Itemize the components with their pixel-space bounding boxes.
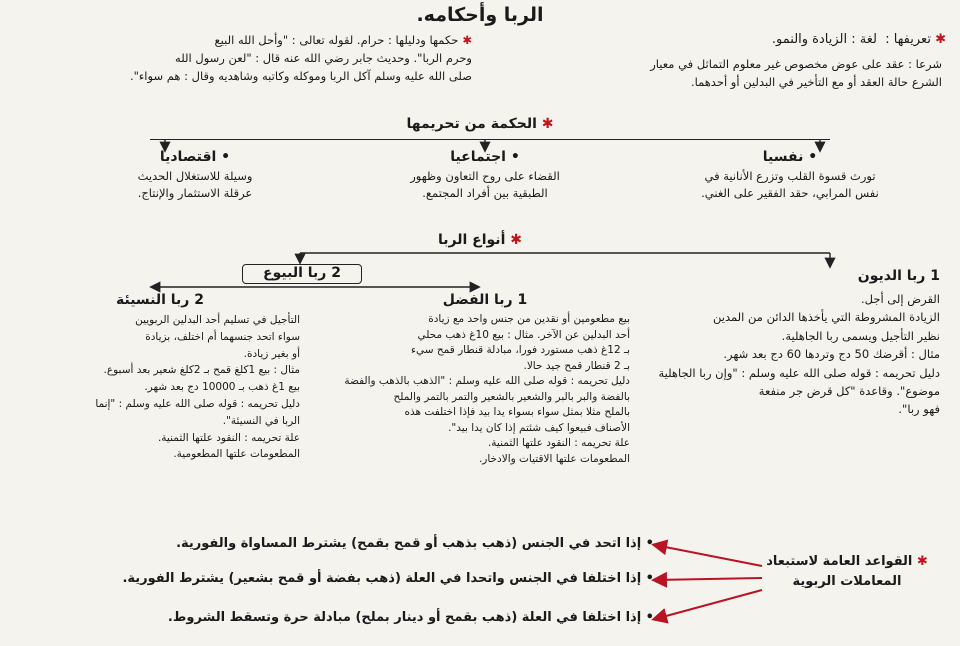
nasia-line: المطعومات علتها المطعومية.	[173, 448, 300, 461]
rules-heading-line: ✱ القواعد العامة لاستبعاد	[766, 554, 928, 569]
nasia-line: دليل تحريمه : قوله صلى الله عليه وسلم : "إنما	[95, 397, 300, 410]
rules-heading-line: المعاملات الربوية	[792, 573, 902, 589]
wisdom-label: • اقتصاديا	[159, 149, 231, 165]
rule-item: • إذا اتحد في الجنس (ذهب بذهب أو قمح بقمح) يشترط المساواة والفورية.	[176, 536, 654, 551]
fadl-line: دليل تحريمه : قوله صلى الله عليه وسلم : "الذهب بالذهب والفضة	[344, 375, 630, 388]
fadl-line: أحد البدلين عن الآخر. مثال : بيع 10غ ذهب محلي	[417, 328, 630, 341]
rule-item: • إذا اختلفا في الجنس واتحدا في العلة (ذهب بفضة أو قمح بشعير) يشترط الفورية.	[122, 571, 654, 586]
fadl-line: بالفضة والبر بالبر والشعير بالشعير والتمر بالتمر والملح	[393, 390, 630, 403]
rule-arrow	[655, 590, 762, 619]
wisdom-heading: الحكمة من تحريمها	[406, 116, 537, 132]
wisdom-line: نفس المرابي، حقد الفقير على الغني.	[701, 185, 879, 200]
definition-sharia	[502, 56, 942, 92]
wisdom-line: تورث قسوة القلب وتزرع الأنانية في	[704, 168, 876, 183]
type-nasia-body	[20, 312, 300, 463]
rules-heading	[752, 552, 942, 591]
fadl-line: علة تحريمه : النقود علتها الثمنية.	[487, 437, 630, 450]
type-sales-label: 2 ربا البيوع	[242, 264, 362, 284]
debts-line: فهو ربا".	[898, 402, 940, 417]
wisdom-heading-row	[0, 116, 960, 134]
fadl-line: بيع مطعومين أو نقدين من جنس واحد مع زيادة	[428, 313, 630, 325]
definition-language: لغة : الزيادة والنمو.	[771, 32, 877, 47]
ruling-line	[12, 32, 472, 50]
definition-heading: تعريفها :	[885, 32, 931, 47]
fadl-line: بـ 12غ ذهب مستورد فورا، مبادلة قنطار قمح سيء	[411, 344, 630, 357]
wisdom-psychological	[670, 147, 910, 202]
wisdom-divider	[150, 139, 830, 140]
rule-arrow	[655, 545, 762, 566]
debts-line: نظير التأجيل ويسمى ربا الجاهلية.	[781, 328, 940, 343]
types-heading-row	[0, 232, 960, 250]
fadl-line: بـ 2 قنطار قمح جيد حالا.	[523, 359, 630, 372]
nasia-line: سواء اتحد جنسهما أم اختلف، بزيادة	[145, 330, 300, 343]
rule-arrow	[655, 578, 762, 580]
nasia-line: بيع 1غ ذهب بـ 10000 دج بعد شهر.	[144, 381, 300, 394]
debts-line: الزيادة المشروطة التي يأخذها الدائن من المدين	[713, 310, 940, 325]
nasia-line: مثال : بيع 1كلغ قمح بـ 2كلغ شعير بعد أسبوع.	[103, 364, 300, 377]
type-fadl-body	[320, 312, 630, 467]
debts-line: مثال : أقرضك 50 دج وتردها 60 دج بعد شهر.	[723, 347, 940, 362]
debts-line: دليل تحريمه : قوله صلى الله عليه وسلم : "وإن ربا الجاهلية	[658, 365, 940, 380]
star-icon: ✱	[458, 33, 472, 47]
star-icon: ✱	[510, 232, 522, 248]
wisdom-social	[370, 147, 600, 202]
type-debts-body	[640, 290, 940, 419]
definition-sharia-line: الشرع حالة العقد أو مع التأخير في البدلين أو أحدهما.	[690, 74, 942, 89]
type-fadl-label: 1 ربا الفضل	[442, 292, 528, 308]
fadl-line: المطعومات علتها الاقتيات والادخار.	[478, 452, 630, 465]
fadl-line: بالملح مثلا بمثل سواء بسواء يدا بيد فإذا اختلفت هذه	[404, 406, 630, 419]
ruling-block	[12, 32, 472, 85]
wisdom-economic	[80, 147, 310, 202]
star-icon: ✱	[935, 32, 946, 47]
wisdom-line: عرقلة الاستثمار والإنتاج.	[137, 185, 253, 200]
nasia-line: أو بغير زيادة.	[243, 347, 300, 360]
debts-line: القرض إلى أجل.	[860, 292, 940, 306]
definition-sharia-line: شرعا : عقد على عوض مخصوص غير معلوم التماثل في معيار	[650, 57, 942, 71]
definition-heading-row	[772, 32, 946, 48]
star-icon: ✱	[912, 554, 928, 569]
wisdom-label: • نفسيا	[762, 149, 818, 165]
type-debts-label: 1 ربا الديون	[857, 268, 940, 284]
types-heading: أنواع الربا	[438, 232, 506, 248]
star-icon: ✱	[541, 116, 554, 132]
type-nasia-label: 2 ربا النسيئة	[115, 292, 204, 308]
nasia-line: علة تحريمه : النقود علتها الثمنية.	[157, 431, 300, 444]
wisdom-line: وسيلة للاستغلال الحديث	[137, 168, 253, 183]
page-title: الربا وأحكامه.	[416, 4, 544, 26]
wisdom-line: القضاء على روح التعاون وظهور	[410, 168, 560, 183]
wisdom-line: الطبقية بين أفراد المجتمع.	[422, 185, 548, 200]
nasia-line: التأجيل في تسليم أحد البدلين الربويين	[135, 314, 300, 326]
wisdom-label: • اجتماعيا	[450, 149, 520, 165]
debts-line: موضوع". وقاعدة "كل قرض جر منفعة	[758, 383, 940, 398]
ruling-line: صلى الله عليه وسلم آكل الربا وموكله وكاتبه وشاهديه وقال : هم سواء".	[129, 68, 472, 83]
ruling-line: وحرم الربا". وحديث جابر رضي الله عنه قال : "لعن رسول الله	[175, 50, 472, 65]
nasia-line: الربا في النسيئة".	[222, 414, 300, 427]
ruling-line-text: حكمها ودليلها : حرام. لقوله تعالى : "وأحل الله البيع	[214, 33, 459, 47]
rule-item: • إذا اختلفا في العلة (ذهب بقمح أو دينار بملح) مبادلة حرة وتسقط الشروط.	[167, 610, 654, 625]
fadl-line: الأصناف فبيعوا كيف شئتم إذا كان يدا بيد".	[448, 421, 630, 434]
